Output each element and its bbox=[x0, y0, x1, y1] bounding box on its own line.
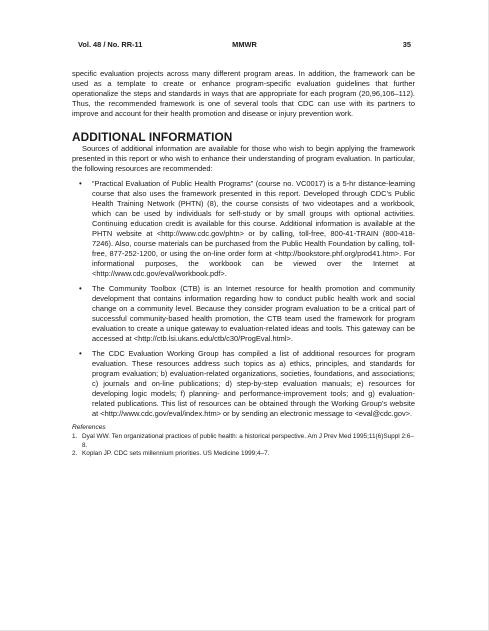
references-section bbox=[72, 424, 415, 458]
resource-item-working-group bbox=[72, 349, 415, 419]
resource-text: The Community Toolbox (CTB) is an Internet resource for health promotion and community development that contains information regarding how to conduct public health work and social change on a community level. Because they consider program evaluation to be a critical part of successful community-based health promotion, the CTB team used the framework for program evaluation to create a unique gateway to evaluation-related ideas and tools. This gateway can be accessed at <http://ctb.lsi.ukans.edu/ctb/c30/ProgEval.html>. bbox=[92, 284, 415, 343]
reference-text: Dyal WW. Ten organizational practices of public health: a historical perspective. Am J Prev Med 1995;11(6)Suppl 2:6–8. bbox=[82, 433, 414, 449]
page-body bbox=[72, 69, 415, 458]
reference-text: Koplan JP. CDC sets millennium priorities. US Medicine 1999;4–7. bbox=[82, 449, 270, 457]
bullet-icon: • bbox=[79, 179, 82, 188]
reference-item bbox=[72, 450, 415, 458]
reference-number: 2. bbox=[72, 449, 78, 457]
resource-item-community-toolbox bbox=[72, 284, 415, 344]
references-title: References bbox=[72, 424, 106, 431]
bullet-icon: • bbox=[79, 349, 82, 358]
resource-list bbox=[72, 179, 415, 419]
reference-number: 1. bbox=[72, 433, 78, 441]
header-journal: MMWR bbox=[232, 40, 257, 49]
bullet-icon: • bbox=[79, 284, 82, 293]
intro-paragraph: specific evaluation projects across many different program areas. In addition, the framework can be used as a template to create or enhance program-specific evaluation guidelines that further operationalize the steps and standards in ways that are appropriate for each program (20,96,106–112). Thus, the recommended framework is one of several tools that CDC can use with its partners to improve and account for their health promotion and disease or injury prevention work. bbox=[72, 69, 415, 118]
resource-item-phtn-course bbox=[72, 179, 415, 279]
resource-text: “Practical Evaluation of Public Health Programs” (course no. VC0017) is a 5-hr distance-learning course that also uses the framework presented in this report. Developed through CDC’s Public Health Training Network (PHTN) (8), the course consists of two videotapes and a workbook, which can be used by individuals for self-study or by small groups with optional activities. Continuing education credit is available for this course. Additional information is available at the PHTN website at <http://www.cdc.gov/phtn> or by calling, toll-free, 800-41-TRAIN (800-418-7246). Also, course materials can be purchased from the Public Health Foundation by calling, toll-free, 877-252-1200, or using the on-line order form at <http://bookstore.phf.org/prod41.htm>. For informational purposes, the workbook can be viewed over the Internet at <http://www.cdc.gov/eval/workbook.pdf>. bbox=[92, 179, 415, 278]
section-heading: ADDITIONAL INFORMATION bbox=[72, 130, 233, 144]
resource-text: The CDC Evaluation Working Group has compiled a list of additional resources for program evaluation. These resources address such topics as a) ethics, principles, and standards for program evaluation; b) evaluation-related organizations, societies, foundations, and associations; c) journals and on-line publications; d) step-by-step evaluation manuals; e) resources for developing logic models; f) planning- and performance-improvement tools; and g) evaluation-related publications. This list of resources can be obtained through the Working Group’s website at <http://www.cdc.gov/eval/index.htm> or by sending an electronic message to <eval@cdc.gov>. bbox=[92, 349, 415, 418]
section-intro-paragraph: Sources of additional information are available for those who wish to begin applying the framework presented in this report or who wish to enhance their understanding of program evaluation. In particular, the following resources are recommended: bbox=[72, 144, 415, 173]
running-header bbox=[78, 40, 411, 50]
header-page-number: 35 bbox=[402, 40, 411, 49]
reference-item bbox=[72, 433, 415, 450]
header-volume: Vol. 48 / No. RR-11 bbox=[78, 40, 143, 49]
